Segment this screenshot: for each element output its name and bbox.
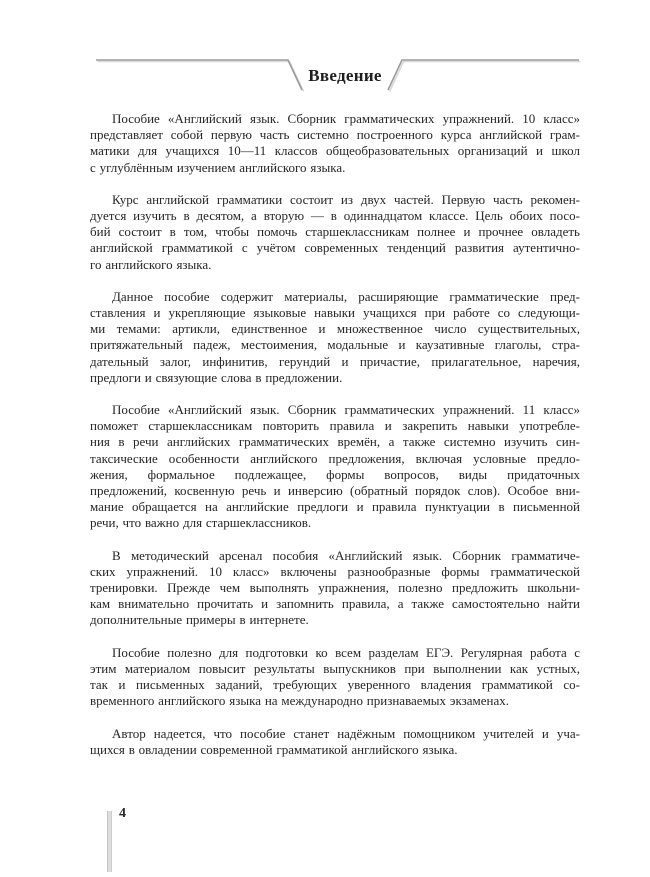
text-line: Автор надеется, что пособие станет надёжным помощником учителей и уча- bbox=[112, 725, 580, 741]
text-line: Пособие полезно для подготовки ко всем разделам ЕГЭ. Регулярная работа с bbox=[112, 644, 580, 660]
footer-bar bbox=[107, 811, 112, 872]
text-line: мание обращается на английские предлоги и правила пунктуации в письменной bbox=[90, 499, 580, 515]
header-rule-left-shadow bbox=[98, 62, 304, 92]
text-line: Данное пособие содержит материалы, расширяющие грамматические пред- bbox=[112, 288, 580, 304]
text-line: предлоги и связующие слова в предложении. bbox=[90, 369, 343, 385]
text-line: поможет старшеклассникам повторить правила и закрепить навыки употребле- bbox=[90, 418, 580, 434]
text-line: с углублённым изучением английского языка. bbox=[90, 159, 346, 175]
text-line: дополнительные примеры в интернете. bbox=[90, 612, 309, 628]
text-line: Курс английской грамматики состоит из двух частей. Первую часть рекомен- bbox=[112, 191, 580, 207]
text-line: го английского языка. bbox=[90, 256, 212, 272]
text-line: Пособие «Английский язык. Сборник грамматических упражнений. 10 класс» bbox=[112, 111, 580, 126]
page-header bbox=[0, 0, 650, 100]
text-line: английской грамматикой с учётом современных тенденций развития аутентично- bbox=[90, 240, 580, 256]
text-line: дуется изучить в десятом, а вторую — в одиннадцатом классе. Цель обоих посо- bbox=[90, 208, 580, 224]
text-line: таксические особенности английского предложения, включая условные предло- bbox=[90, 450, 580, 466]
text-line: матики для учащихся 10—11 классов общеобразовательных организаций и школ bbox=[90, 143, 580, 159]
text-line: кам внимательно прочитать и запомнить правила, а также самостоятельно найти bbox=[90, 596, 580, 612]
page-title: Введение bbox=[308, 66, 382, 85]
text-line: речи, что важно для старшеклассников. bbox=[90, 515, 312, 531]
text-line: так и письменных заданий, требующих уверенного владения грамматикой со- bbox=[90, 677, 580, 693]
text-line: В методический арсенал пособия «Английский язык. Сборник грамматиче- bbox=[112, 547, 580, 563]
text-line: ми темами: артикли, единственное и множественное число существительных, bbox=[90, 321, 580, 337]
text-line: ских упражнений. 10 класс» включены разнообразные формы грамматической bbox=[90, 563, 580, 579]
text-line: Пособие «Английский язык. Сборник грамматических упражнений. 11 класс» bbox=[112, 402, 580, 418]
text-line: ния в речи английских грамматических времён, а также системно изучить син- bbox=[90, 434, 580, 450]
text-line: щихся в овладении современной грамматикой английского языка. bbox=[90, 741, 458, 757]
text-line: бий состоит в том, чтобы помочь старшеклассникам полнее и прочнее овладеть bbox=[90, 224, 580, 240]
text-line: этим материалом повысит результаты выпускников при выполнении как устных, bbox=[90, 660, 580, 676]
text-line: предложений, косвенную речь и инверсию (обратный порядок слов). Особое вни- bbox=[90, 483, 580, 499]
header-rule-left bbox=[96, 60, 302, 90]
text-line: временного английского языка на международно признаваемых экзаменах. bbox=[90, 693, 509, 709]
header-rule-right bbox=[388, 60, 579, 90]
text-line: притяжательный падеж, местоимения, модальные и каузативные глаголы, стра- bbox=[90, 337, 580, 353]
text-line: дательный залог, инфинитив, герундий и причастие, прилагательное, наречия, bbox=[90, 353, 580, 369]
introduction-text bbox=[90, 111, 580, 774]
header-rule-right-shadow bbox=[390, 62, 581, 92]
text-line: представляет собой первую часть системно построенного курса английской грам- bbox=[90, 127, 580, 143]
text-line: жения, формальное подлежащее, формы вопросов, виды придаточных bbox=[90, 466, 580, 482]
page-number: 4 bbox=[119, 806, 126, 821]
text-line: ставления и укрепляющие языковые навыки учащихся при работе со следующи- bbox=[90, 305, 580, 321]
text-line: тренировки. Прежде чем выполнять упражнения, полезно предложить школьни- bbox=[90, 580, 580, 596]
